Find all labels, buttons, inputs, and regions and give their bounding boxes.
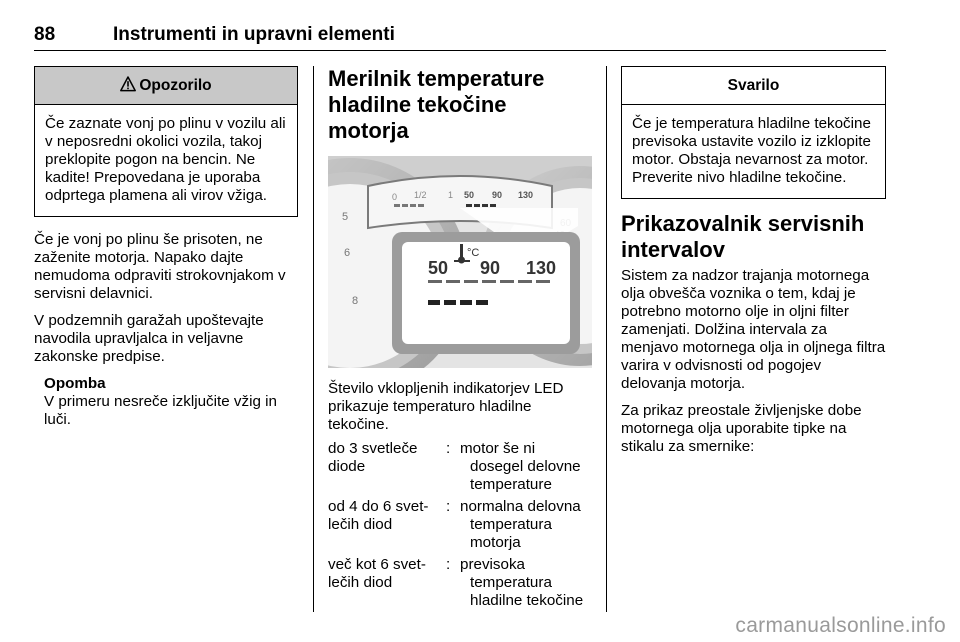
warning-title: Opozorilo [139,77,212,94]
paragraph: Če je vonj po plinu še prisoten, ne zaženite motorja. Napako dajte nemudoma odpraviti strokovnjakom v servisni delavnici. [34,231,286,302]
table-desc: previsoka temperatura hladilne tekočine [460,556,584,609]
caution-text: Če je temperatura hladilne tekočine previsoka ustavite vozilo iz izklopite motor. Obstaja nevarnost za motor. Preverite nivo hladilne tekočine. [632,115,871,186]
zoom-value: 90 [480,258,501,278]
warning-header [35,67,297,105]
caution-header [622,67,885,105]
dial-label: 5 [342,211,349,223]
scale-label: 1/2 [414,190,427,200]
coolant-gauge-illustration [328,156,592,368]
dial-label: 6 [344,247,351,259]
paragraph: V podzemnih garažah upoštevajte navodila upravljalca in veljavne zakonske predpise. [34,312,264,365]
table-sep: : [446,556,451,573]
caution-title: Svarilo [727,77,780,94]
paragraph: Število vklopljenih indikatorjev LED prikazuje temperaturo hladilne tekočine. [328,380,564,433]
led-table [328,440,592,614]
table-sep: : [446,498,451,515]
left-column [34,66,298,429]
warning-icon [120,76,136,92]
zoom-value: 50 [428,258,449,278]
table-term: do 3 svetleče diode [328,440,418,475]
note-title: Opomba [44,375,106,392]
warning-box [34,66,298,217]
dial-label: 8 [352,295,359,307]
header-rule [34,50,886,51]
note-block [44,375,298,429]
unit-label: °C [467,247,480,259]
zoom-led-outline-row [428,280,550,283]
footer-watermark: carmanualsonline.info [735,614,946,637]
right-column [621,66,886,456]
table-sep: : [446,440,451,457]
zoom-value: 130 [526,258,557,278]
middle-column [328,66,592,614]
scale-label: 90 [492,190,503,200]
page-header-title: Instrumenti in upravni elementi [113,24,395,45]
scale-label: 50 [464,190,475,200]
paragraph: Za prikaz preostale življenjske dobe motornega olja uporabite tipke na stikalu za smernike: [621,402,862,455]
paragraph: Sistem za nadzor trajanja motornega olja obvešča voznika o tem, kdaj je potrebno motorno olje in oljni filter zamenjati. Dolžina intervala za menjavo motornega olja in oljnega filtra varira v odvisnosti od pogojev delovanja motorja. [621,267,886,392]
column-divider-left [313,66,314,612]
section-heading: Merilnik temperature hladilne tekočine motorja [328,66,545,143]
table-desc: normalna delovna temperatura motorja [460,498,581,551]
note-text: V primeru nesreče izključite vžig in luči. [44,393,277,428]
scale-label: 130 [518,190,534,200]
section-heading: Prikazovalnik servisnih intervalov [621,211,865,262]
scale-label: 0 [392,192,398,202]
table-desc: motor še ni dosegel delovne temperature [460,440,581,493]
table-term: od 4 do 6 svet- lečih diod [328,498,429,533]
warning-text: Če zaznate vonj po plinu v vozilu ali v neposredni okolici vozila, takoj preklopite pogon na bencin. Ne kadite! Prepovedana je uporaba odprtega plamena ali virov vžiga. [45,115,286,204]
table-term: več kot 6 svet- lečih diod [328,556,426,591]
page-number: 88 [34,24,56,45]
scale-label: 1 [448,190,454,200]
caution-box [621,66,886,199]
column-divider-right [606,66,607,612]
